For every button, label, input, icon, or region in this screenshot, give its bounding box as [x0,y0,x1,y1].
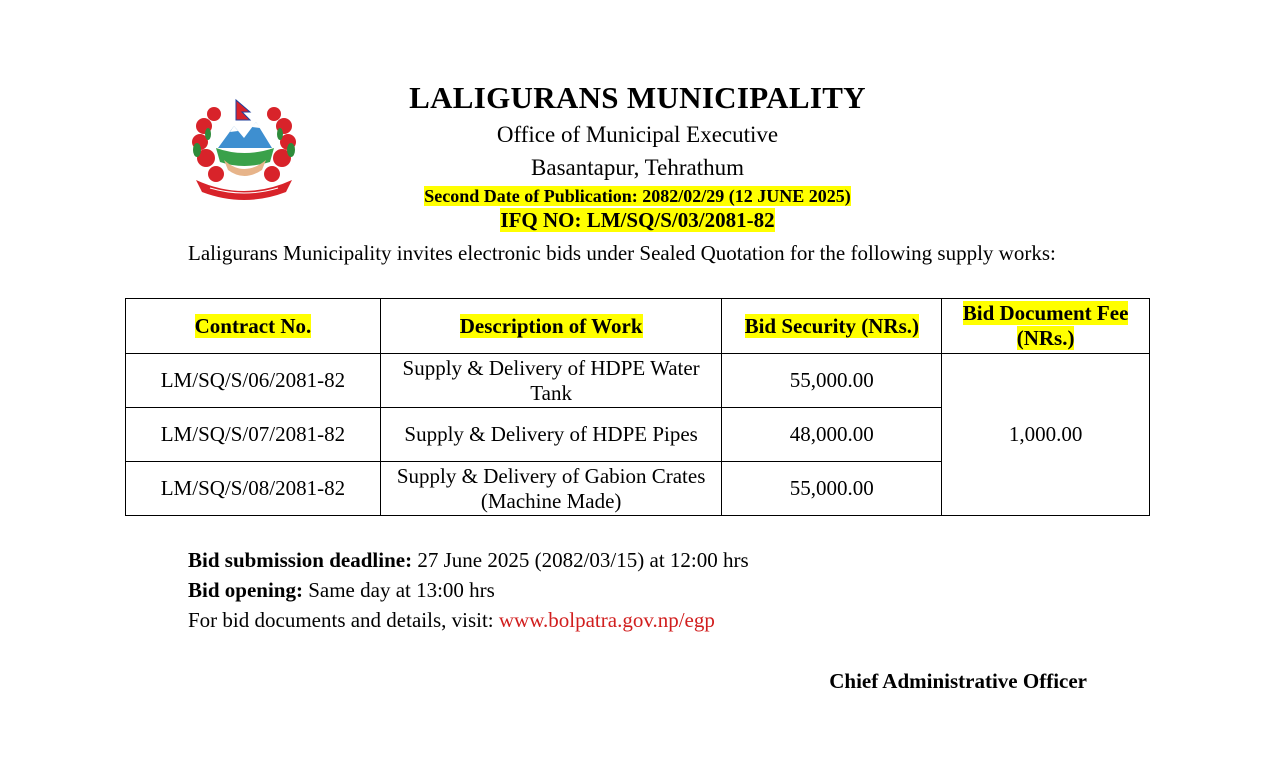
opening-label: Bid opening: [188,578,303,602]
bid-document-fee: 1,000.00 [942,354,1150,516]
bid-security: 55,000.00 [722,462,942,516]
opening-line [188,575,749,605]
table-header-cell: Bid Document Fee (NRs.) [942,299,1150,354]
bid-details [188,545,749,635]
table-header-cell: Bid Security (NRs.) [722,299,942,354]
deadline-line [188,545,749,575]
deadline-value: 27 June 2025 (2082/03/15) at 12:00 hrs [412,548,749,572]
table-header-cell: Contract No. [126,299,381,354]
office-address: Basantapur, Tehrathum [531,155,744,180]
bid-table [125,298,1150,516]
intro-paragraph: Laligurans Municipality invites electronic bids under Sealed Quotation for the following supply works: [188,241,1056,265]
table-row [126,354,1150,408]
work-description: Supply & Delivery of HDPE Pipes [380,408,722,462]
publication-date: Second Date of Publication: 2082/02/29 (12 JUNE 2025) [424,186,851,206]
visit-text: For bid documents and details, visit: [188,608,499,632]
work-description: Supply & Delivery of Gabion Crates (Machine Made) [380,462,722,516]
bid-security: 55,000.00 [722,354,942,408]
work-description: Supply & Delivery of HDPE Water Tank [380,354,722,408]
document-header [0,78,1275,232]
office-name: Office of Municipal Executive [496,122,779,147]
deadline-label: Bid submission deadline: [188,548,413,572]
signatory-title: Chief Administrative Officer [829,669,1087,693]
bolpatra-link[interactable]: www.bolpatra.gov.np/egp [498,608,715,632]
organization-name: LALIGURANS MUNICIPALITY [409,80,866,115]
ifq-number: IFQ NO: LM/SQ/S/03/2081-82 [500,208,775,232]
visit-line [188,605,749,635]
table-header-row [126,299,1150,354]
contract-number: LM/SQ/S/07/2081-82 [126,408,381,462]
opening-value: Same day at 13:00 hrs [302,578,495,602]
contract-number: LM/SQ/S/08/2081-82 [126,462,381,516]
contract-number: LM/SQ/S/06/2081-82 [126,354,381,408]
table-header-cell: Description of Work [380,299,722,354]
bid-security: 48,000.00 [722,408,942,462]
